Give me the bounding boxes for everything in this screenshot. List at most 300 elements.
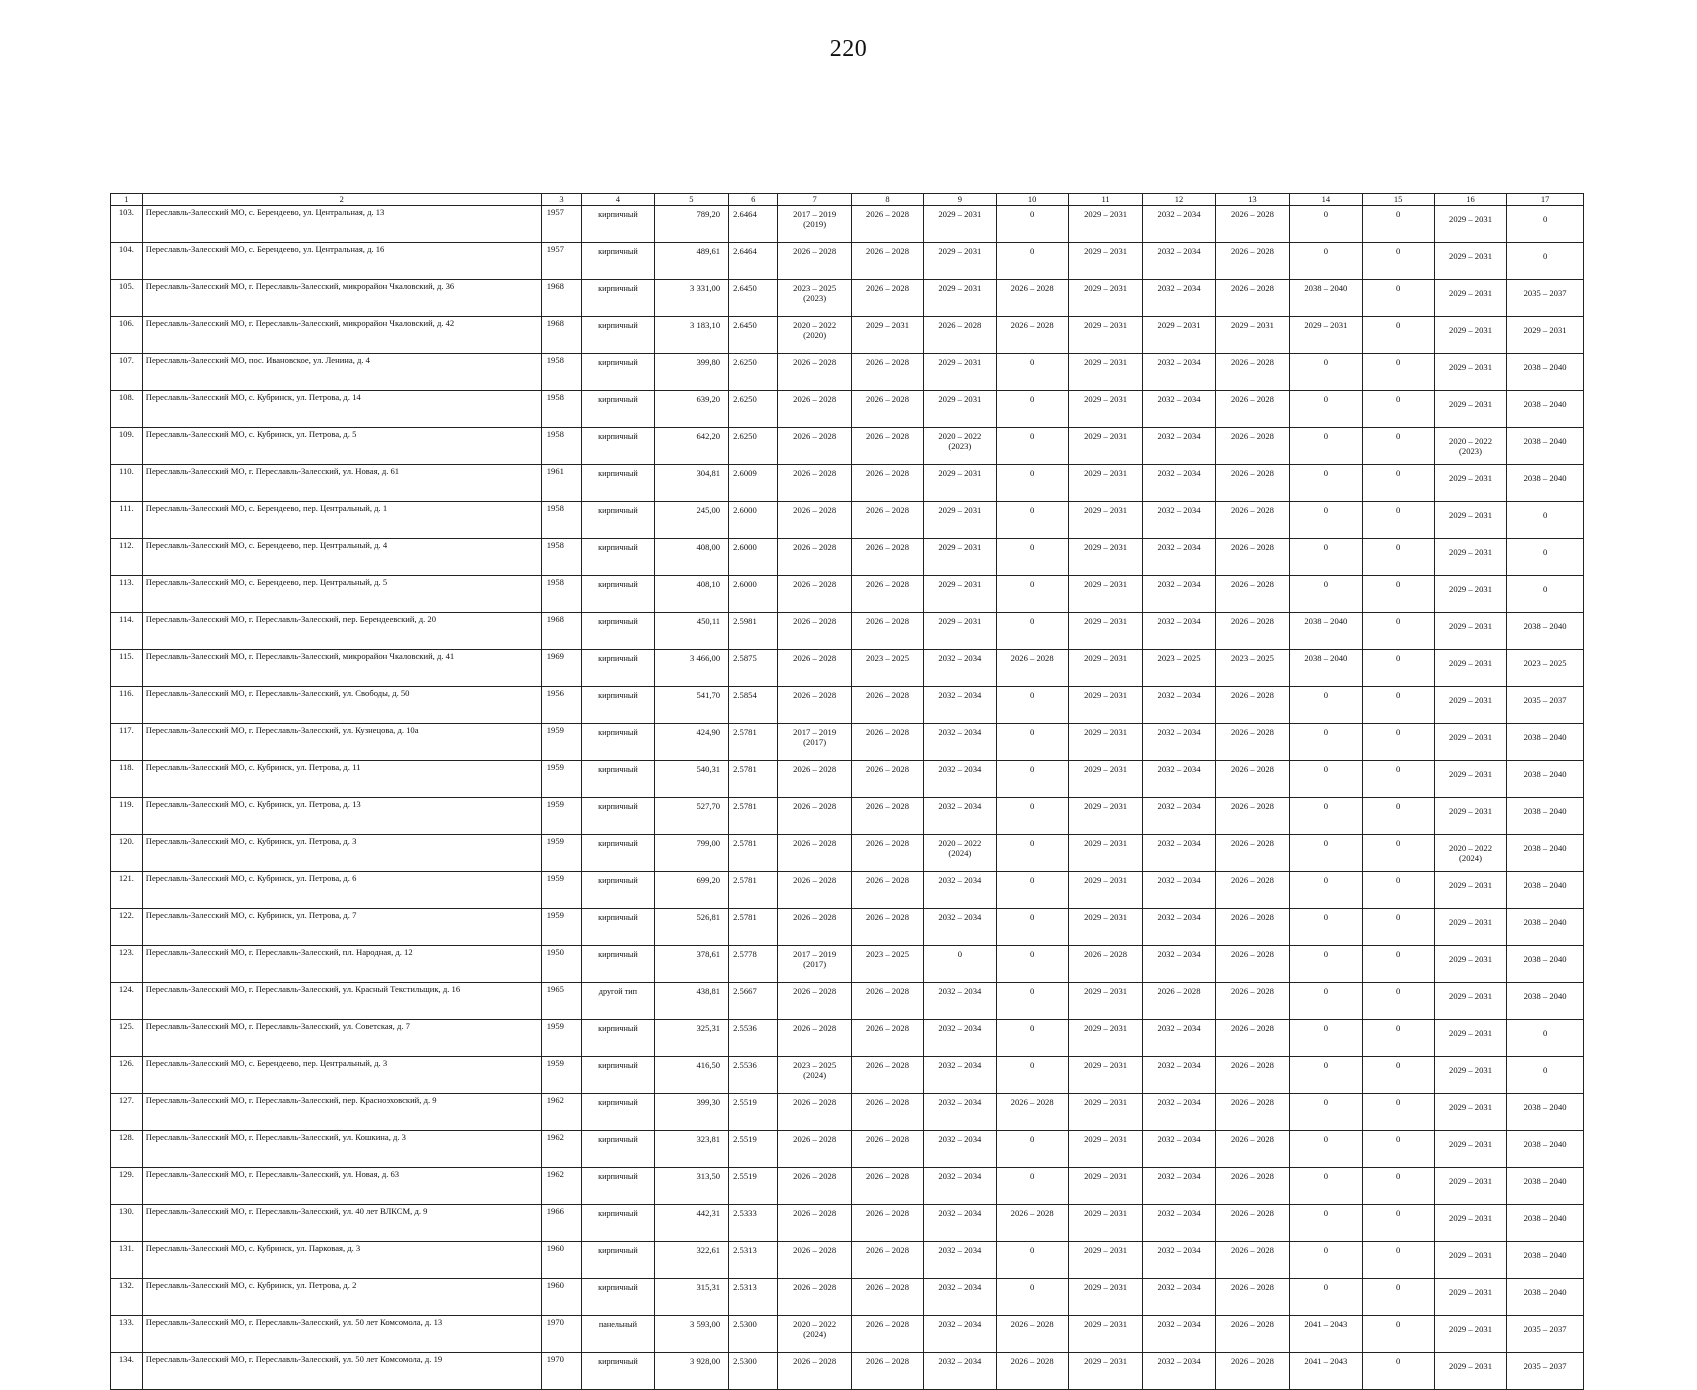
period-value: 0: [1030, 912, 1035, 922]
period-cell-17: [1507, 761, 1584, 798]
period-value: 0: [1030, 949, 1035, 959]
area-cell: 408,00: [654, 539, 729, 576]
area-cell: 325,31: [654, 1020, 729, 1057]
wall-material-cell: кирпичный: [582, 1057, 654, 1094]
period-cell-12: [1143, 1168, 1215, 1205]
period-value: 0: [1396, 801, 1401, 811]
period-cell-17: [1507, 724, 1584, 761]
period-cell-7: [778, 835, 851, 872]
wall-material-cell: кирпичный: [582, 243, 654, 280]
period-cell-11: [1068, 724, 1143, 761]
period-cell-16: [1434, 1168, 1506, 1205]
row-number: 124.: [111, 983, 143, 1020]
area-cell: 489,61: [654, 243, 729, 280]
period-cell-16: [1434, 1131, 1506, 1168]
period-cell-15: [1362, 1279, 1434, 1316]
period-value: 2026 – 2028: [793, 468, 837, 478]
period-value: 2026 – 2028: [793, 1282, 837, 1292]
period-value: 0: [1396, 579, 1401, 589]
period-cell-11: [1068, 1353, 1143, 1390]
priority-index-cell: 2.6000: [729, 539, 778, 576]
period-cell-17: [1507, 909, 1584, 946]
period-cell-11: [1068, 835, 1143, 872]
column-header: 2: [142, 194, 541, 206]
area-cell: 442,31: [654, 1205, 729, 1242]
priority-index-cell: 2.6450: [729, 317, 778, 354]
period-cell-17: [1507, 1205, 1584, 1242]
area-cell: 424,90: [654, 724, 729, 761]
period-cell-10: [996, 613, 1068, 650]
row-number: 122.: [111, 909, 143, 946]
period-cell-10: [996, 539, 1068, 576]
period-value: 2032 – 2034: [938, 986, 982, 996]
period-cell-14: [1290, 539, 1362, 576]
period-value: 2032 – 2034: [938, 653, 982, 663]
period-value: 0: [1323, 431, 1328, 441]
period-value: 0: [1323, 542, 1328, 552]
priority-index-cell: 2.5781: [729, 835, 778, 872]
period-value: 0: [1323, 1023, 1328, 1033]
period-cell-14: [1290, 1020, 1362, 1057]
period-value: 2026 – 2028: [1230, 1171, 1274, 1181]
period-value: 2035 – 2037: [1523, 288, 1567, 298]
period-cell-15: [1362, 613, 1434, 650]
period-value: 2029 – 2031: [1084, 394, 1128, 404]
period-value: 2029 – 2031: [1084, 505, 1128, 515]
wall-material-cell: кирпичный: [582, 724, 654, 761]
address-cell: Переславль-Залесский МО, с. Кубринск, ул. Петрова, д. 6: [142, 872, 541, 909]
period-value: 0: [1030, 1282, 1035, 1292]
period-cell-14: [1290, 946, 1362, 983]
period-value: 0: [1323, 838, 1328, 848]
period-cell-11: [1068, 872, 1143, 909]
period-value: 2017 – 2019: [793, 949, 837, 959]
period-cell-17: [1507, 280, 1584, 317]
period-value: 2038 – 2040: [1523, 732, 1567, 742]
period-value: 2032 – 2034: [1157, 1208, 1201, 1218]
table-row: [111, 687, 1584, 724]
period-cell-9: [924, 1168, 996, 1205]
period-cell-8: [851, 465, 923, 502]
row-number: 128.: [111, 1131, 143, 1168]
period-cell-13: [1215, 1020, 1290, 1057]
period-cell-9: [924, 465, 996, 502]
period-cell-10: [996, 761, 1068, 798]
priority-index-cell: 2.5333: [729, 1205, 778, 1242]
period-value: 0: [1323, 357, 1328, 367]
row-number: 105.: [111, 280, 143, 317]
column-header: 5: [654, 194, 729, 206]
period-cell-7: [778, 502, 851, 539]
period-value: 2029 – 2031: [1084, 764, 1128, 774]
area-cell: 245,00: [654, 502, 729, 539]
period-cell-16: [1434, 317, 1506, 354]
period-cell-10: [996, 391, 1068, 428]
period-value: 2026 – 2028: [1230, 764, 1274, 774]
period-value: 2029 – 2031: [1449, 917, 1492, 927]
period-cell-13: [1215, 576, 1290, 613]
period-value: 2020 – 2022: [793, 320, 837, 330]
period-cell-9: [924, 798, 996, 835]
period-cell-16: [1434, 354, 1506, 391]
period-cell-13: [1215, 1205, 1290, 1242]
period-cell-9: [924, 243, 996, 280]
period-cell-14: [1290, 280, 1362, 317]
year-built-cell: 1966: [541, 1205, 582, 1242]
period-cell-16: [1434, 835, 1506, 872]
period-cell-11: [1068, 1020, 1143, 1057]
area-cell: 3 593,00: [654, 1316, 729, 1353]
period-cell-8: [851, 243, 923, 280]
table-row: [111, 798, 1584, 835]
period-value: 0: [1542, 584, 1548, 594]
period-value: 2026 – 2028: [866, 801, 909, 811]
completed-year: (2023): [803, 292, 827, 303]
period-cell-9: [924, 428, 996, 465]
period-value: 0: [1030, 616, 1035, 626]
area-cell: 541,70: [654, 687, 729, 724]
period-cell-8: [851, 502, 923, 539]
period-value: 2029 – 2031: [1449, 1139, 1492, 1149]
period-value: 2032 – 2034: [1157, 468, 1201, 478]
priority-index-cell: 2.5300: [729, 1316, 778, 1353]
period-cell-14: [1290, 206, 1362, 243]
period-cell-16: [1434, 687, 1506, 724]
row-number: 133.: [111, 1316, 143, 1353]
period-value: 2029 – 2031: [938, 616, 982, 626]
period-cell-14: [1290, 428, 1362, 465]
row-number: 129.: [111, 1168, 143, 1205]
priority-index-cell: 2.5300: [729, 1353, 778, 1390]
period-cell-9: [924, 1353, 996, 1390]
period-value: 2029 – 2031: [1084, 320, 1128, 330]
period-value: 2026 – 2028: [1230, 394, 1274, 404]
period-cell-10: [996, 465, 1068, 502]
period-cell-12: [1143, 317, 1215, 354]
period-value: 0: [1396, 1023, 1401, 1033]
period-cell-9: [924, 1057, 996, 1094]
row-number: 112.: [111, 539, 143, 576]
period-cell-12: [1143, 872, 1215, 909]
table-row: [111, 724, 1584, 761]
period-cell-11: [1068, 1094, 1143, 1131]
period-cell-11: [1068, 1131, 1143, 1168]
period-value: 2035 – 2037: [1523, 1361, 1567, 1371]
period-value: 2026 – 2028: [793, 542, 837, 552]
period-value: 2029 – 2031: [1523, 325, 1567, 335]
period-value: 2026 – 2028: [1010, 320, 1054, 330]
period-value: 2026 – 2028: [1230, 1356, 1274, 1366]
period-cell-14: [1290, 983, 1362, 1020]
address-cell: Переславль-Залесский МО, с. Кубринск, ул. Парковая, д. 3: [142, 1242, 541, 1279]
period-cell-14: [1290, 1094, 1362, 1131]
wall-material-cell: кирпичный: [582, 1353, 654, 1390]
column-header: 17: [1507, 194, 1584, 206]
period-value: 0: [1323, 801, 1328, 811]
completed-year: (2024): [803, 1328, 827, 1339]
address-cell: Переславль-Залесский МО, г. Переславль-Залесский, ул. 50 лет Комсомола, д. 13: [142, 1316, 541, 1353]
period-cell-16: [1434, 1020, 1506, 1057]
period-value: 2026 – 2028: [1230, 875, 1274, 885]
row-number: 109.: [111, 428, 143, 465]
period-value: 2029 – 2031: [1449, 399, 1492, 409]
period-value: 0: [1323, 1097, 1328, 1107]
period-cell-8: [851, 650, 923, 687]
table-row: [111, 243, 1584, 280]
period-cell-8: [851, 1353, 923, 1390]
period-cell-8: [851, 835, 923, 872]
period-value: 2038 – 2040: [1523, 1287, 1567, 1297]
period-value: 2032 – 2034: [1157, 1171, 1201, 1181]
address-cell: Переславль-Залесский МО, г. Переславль-Залесский, ул. 40 лет ВЛКСМ, д. 9: [142, 1205, 541, 1242]
priority-index-cell: 2.5313: [729, 1242, 778, 1279]
period-value: 0: [1030, 1171, 1035, 1181]
period-cell-8: [851, 724, 923, 761]
period-cell-11: [1068, 539, 1143, 576]
period-cell-13: [1215, 1168, 1290, 1205]
period-value: 0: [1542, 547, 1548, 557]
period-cell-13: [1215, 1057, 1290, 1094]
period-cell-10: [996, 428, 1068, 465]
period-cell-8: [851, 1279, 923, 1316]
period-value: 2032 – 2034: [1157, 542, 1201, 552]
period-cell-14: [1290, 317, 1362, 354]
period-value: 2026 – 2028: [793, 505, 837, 515]
period-value: 0: [1030, 1023, 1035, 1033]
period-value: 2038 – 2040: [1523, 991, 1567, 1001]
period-cell-12: [1143, 1316, 1215, 1353]
period-value: 2020 – 2022: [793, 1319, 837, 1329]
period-value: 2038 – 2040: [1523, 436, 1567, 446]
completed-year: (2024): [803, 1069, 827, 1080]
period-cell-8: [851, 613, 923, 650]
priority-index-cell: 2.6250: [729, 354, 778, 391]
period-cell-13: [1215, 1242, 1290, 1279]
period-value: 0: [1030, 1134, 1035, 1144]
row-number: 127.: [111, 1094, 143, 1131]
period-cell-15: [1362, 502, 1434, 539]
period-value: 2038 – 2040: [1523, 1250, 1567, 1260]
priority-index-cell: 2.5781: [729, 761, 778, 798]
period-cell-7: [778, 354, 851, 391]
period-value: 2026 – 2028: [866, 209, 909, 219]
row-number: 104.: [111, 243, 143, 280]
period-value: 2029 – 2031: [1084, 209, 1128, 219]
period-value: 2026 – 2028: [793, 1171, 837, 1181]
period-value: 2026 – 2028: [1010, 283, 1054, 293]
wall-material-cell: кирпичный: [582, 1131, 654, 1168]
address-cell: Переславль-Залесский МО, с. Кубринск, ул. Петрова, д. 14: [142, 391, 541, 428]
period-cell-15: [1362, 1168, 1434, 1205]
period-cell-15: [1362, 798, 1434, 835]
period-value: 2032 – 2034: [938, 1208, 982, 1218]
period-cell-10: [996, 1168, 1068, 1205]
year-built-cell: 1958: [541, 428, 582, 465]
period-cell-13: [1215, 317, 1290, 354]
period-value: 2029 – 2031: [938, 542, 982, 552]
priority-index-cell: 2.5854: [729, 687, 778, 724]
table-row: [111, 1279, 1584, 1316]
period-cell-10: [996, 354, 1068, 391]
period-cell-16: [1434, 576, 1506, 613]
period-value: 0: [1396, 1097, 1401, 1107]
area-cell: 3 928,00: [654, 1353, 729, 1390]
period-value: 0: [1030, 1245, 1035, 1255]
address-cell: Переславль-Залесский МО, с. Берендеево, пер. Центральный, д. 5: [142, 576, 541, 613]
period-cell-7: [778, 428, 851, 465]
period-value: 2032 – 2034: [1157, 283, 1201, 293]
period-cell-13: [1215, 391, 1290, 428]
period-value: 2032 – 2034: [938, 1171, 982, 1181]
period-value: 0: [1323, 986, 1328, 996]
period-cell-9: [924, 761, 996, 798]
area-cell: 3 466,00: [654, 650, 729, 687]
address-cell: Переславль-Залесский МО, г. Переславль-Залесский, ул. Новая, д. 61: [142, 465, 541, 502]
period-cell-17: [1507, 576, 1584, 613]
period-value: 2026 – 2028: [1010, 1097, 1054, 1107]
period-value: 2026 – 2028: [1010, 1356, 1054, 1366]
period-value: 0: [1542, 1065, 1548, 1075]
period-cell-11: [1068, 1316, 1143, 1353]
period-value: 2032 – 2034: [1157, 1356, 1201, 1366]
period-cell-12: [1143, 280, 1215, 317]
row-number: 123.: [111, 946, 143, 983]
period-value: 2032 – 2034: [1157, 1134, 1201, 1144]
wall-material-cell: кирпичный: [582, 946, 654, 983]
period-value: 2035 – 2037: [1523, 1324, 1567, 1334]
table-row: [111, 391, 1584, 428]
period-cell-9: [924, 1131, 996, 1168]
year-built-cell: 1970: [541, 1353, 582, 1390]
year-built-cell: 1959: [541, 1057, 582, 1094]
period-value: 0: [1323, 505, 1328, 515]
address-cell: Переславль-Залесский МО, с. Берендеево, пер. Центральный, д. 4: [142, 539, 541, 576]
period-value: 2023 – 2025: [1523, 658, 1567, 668]
period-value: 0: [1542, 214, 1548, 224]
address-cell: Переславль-Залесский МО, г. Переславль-Залесский, ул. 50 лет Комсомола, д. 19: [142, 1353, 541, 1390]
row-number: 116.: [111, 687, 143, 724]
period-value: 2038 – 2040: [1523, 1176, 1567, 1186]
priority-index-cell: 2.6000: [729, 576, 778, 613]
address-cell: Переславль-Залесский МО, с. Кубринск, ул. Петрова, д. 7: [142, 909, 541, 946]
period-value: 2029 – 2031: [1449, 1213, 1492, 1223]
period-value: 2029 – 2031: [1084, 912, 1128, 922]
period-cell-7: [778, 465, 851, 502]
period-value: 2026 – 2028: [1230, 616, 1274, 626]
year-built-cell: 1968: [541, 317, 582, 354]
period-value: 2026 – 2028: [793, 1245, 837, 1255]
year-built-cell: 1958: [541, 354, 582, 391]
address-cell: Переславль-Залесский МО, г. Переславль-Залесский, микрорайон Чкаловский, д. 42: [142, 317, 541, 354]
period-value: 2029 – 2031: [1449, 658, 1492, 668]
period-value: 2032 – 2034: [938, 1023, 982, 1033]
period-value: 2029 – 2031: [1449, 880, 1492, 890]
period-cell-9: [924, 946, 996, 983]
period-cell-7: [778, 872, 851, 909]
period-value: 2029 – 2031: [1084, 1245, 1128, 1255]
period-cell-17: [1507, 465, 1584, 502]
period-cell-14: [1290, 724, 1362, 761]
period-cell-11: [1068, 280, 1143, 317]
period-value: 2029 – 2031: [938, 505, 982, 515]
table-row: [111, 280, 1584, 317]
period-value: 0: [1396, 616, 1401, 626]
period-cell-16: [1434, 465, 1506, 502]
period-cell-11: [1068, 1205, 1143, 1242]
table-row: [111, 502, 1584, 539]
period-value: 2029 – 2031: [1084, 1208, 1128, 1218]
period-value: 2032 – 2034: [1157, 394, 1201, 404]
period-cell-17: [1507, 1094, 1584, 1131]
period-cell-8: [851, 428, 923, 465]
period-value: 2026 – 2028: [793, 764, 837, 774]
row-number: 110.: [111, 465, 143, 502]
period-cell-17: [1507, 1168, 1584, 1205]
period-cell-7: [778, 1131, 851, 1168]
column-header: 3: [541, 194, 582, 206]
priority-index-cell: 2.5536: [729, 1020, 778, 1057]
period-value: 2029 – 2031: [1084, 1097, 1128, 1107]
address-cell: Переславль-Залесский МО, г. Переславль-Залесский, ул. Кузнецова, д. 10а: [142, 724, 541, 761]
period-cell-7: [778, 206, 851, 243]
period-cell-13: [1215, 1316, 1290, 1353]
period-cell-17: [1507, 317, 1584, 354]
year-built-cell: 1959: [541, 835, 582, 872]
year-built-cell: 1957: [541, 206, 582, 243]
period-value: 2026 – 2028: [793, 875, 837, 885]
period-value: 2038 – 2040: [1523, 917, 1567, 927]
period-cell-10: [996, 1020, 1068, 1057]
period-value: 2017 – 2019: [793, 727, 837, 737]
area-cell: 304,81: [654, 465, 729, 502]
address-cell: Переславль-Залесский МО, с. Берендеево, ул. Центральная, д. 13: [142, 206, 541, 243]
period-cell-15: [1362, 909, 1434, 946]
period-cell-7: [778, 909, 851, 946]
period-cell-14: [1290, 465, 1362, 502]
period-value: 0: [1323, 246, 1328, 256]
table-row: [111, 465, 1584, 502]
period-cell-12: [1143, 391, 1215, 428]
period-cell-13: [1215, 798, 1290, 835]
period-value: 2029 – 2031: [1449, 1102, 1492, 1112]
period-value: 2029 – 2031: [1449, 954, 1492, 964]
period-value: 2032 – 2034: [938, 1356, 982, 1366]
period-cell-15: [1362, 206, 1434, 243]
address-cell: Переславль-Залесский МО, г. Переславль-Залесский, пер. Красноэховский, д. 9: [142, 1094, 541, 1131]
period-value: 2026 – 2028: [1230, 949, 1274, 959]
period-value: 2026 – 2028: [866, 1282, 909, 1292]
period-value: 2029 – 2031: [1084, 875, 1128, 885]
period-cell-12: [1143, 909, 1215, 946]
period-value: 0: [1030, 542, 1035, 552]
period-value: 2026 – 2028: [793, 690, 837, 700]
period-value: 2029 – 2031: [1084, 1282, 1128, 1292]
period-value: 0: [1396, 1356, 1401, 1366]
period-cell-17: [1507, 835, 1584, 872]
period-value: 2026 – 2028: [866, 394, 909, 404]
period-cell-12: [1143, 428, 1215, 465]
period-value: 2032 – 2034: [938, 1245, 982, 1255]
period-value: 2032 – 2034: [1157, 1319, 1201, 1329]
period-cell-10: [996, 1205, 1068, 1242]
wall-material-cell: кирпичный: [582, 761, 654, 798]
period-cell-14: [1290, 1279, 1362, 1316]
period-value: 2026 – 2028: [1230, 1282, 1274, 1292]
priority-index-cell: 2.5519: [729, 1168, 778, 1205]
period-cell-8: [851, 761, 923, 798]
wall-material-cell: кирпичный: [582, 391, 654, 428]
period-value: 0: [1396, 949, 1401, 959]
